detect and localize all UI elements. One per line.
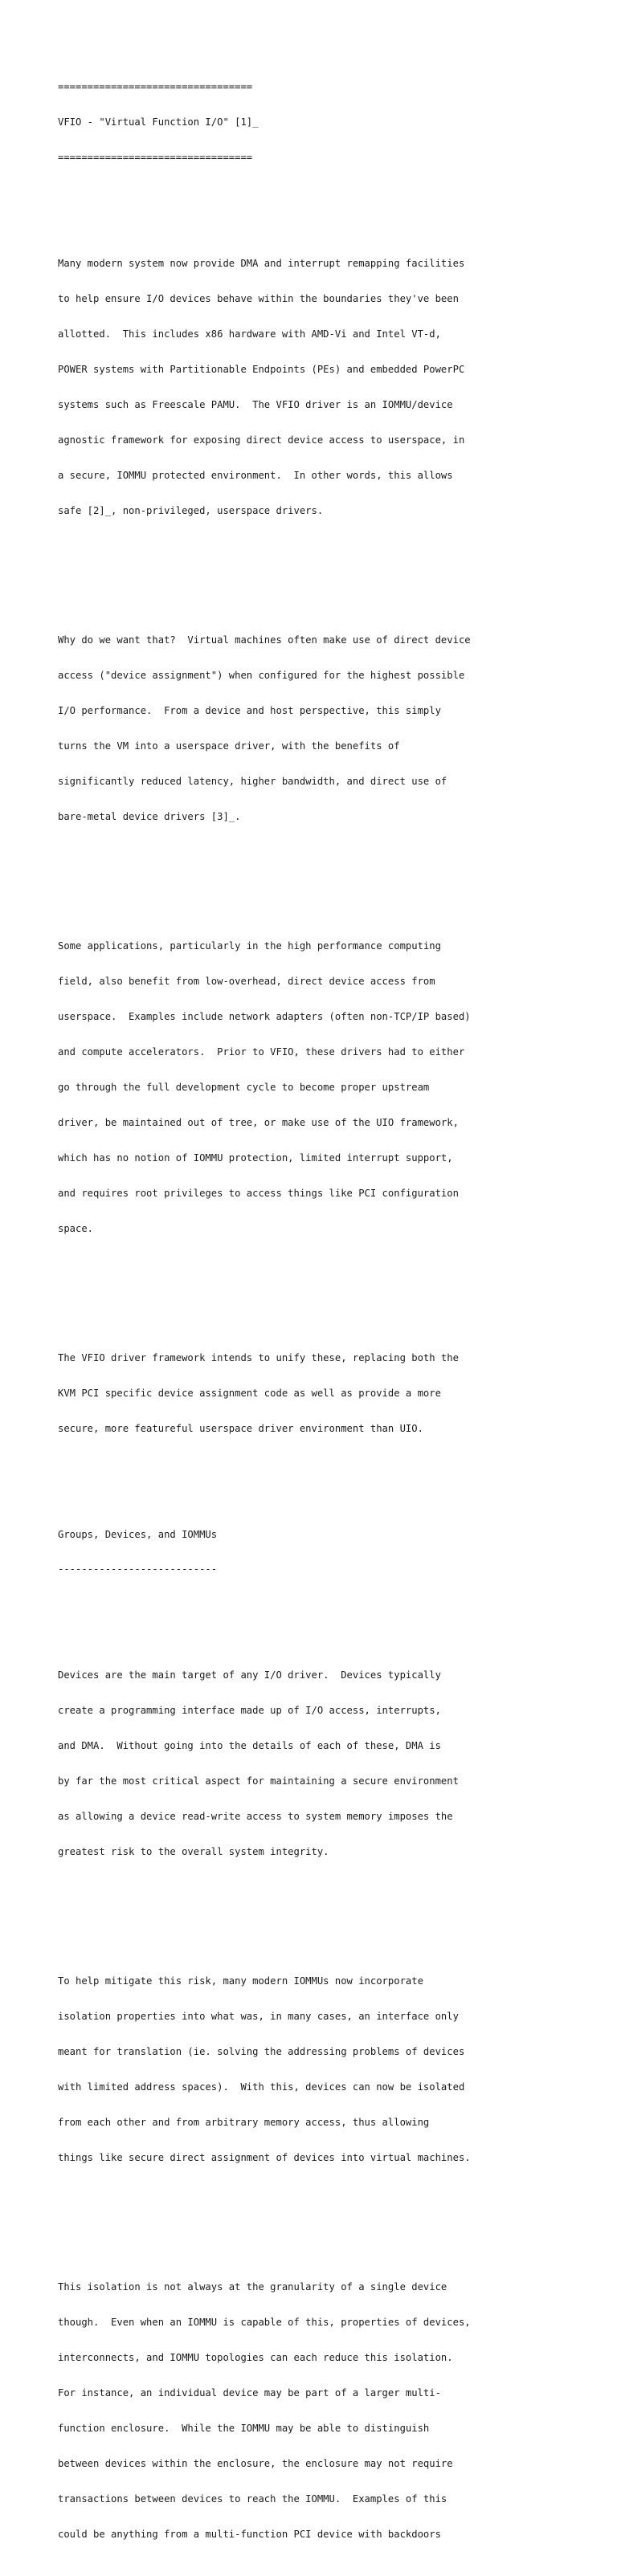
text-line: between devices within the enclosure, the enclosure may not require — [58, 2458, 453, 2469]
text-line: bare-metal device drivers [3]_. — [58, 810, 241, 822]
blank-line — [58, 1599, 612, 1611]
text-line: could be anything from a multi-function PCI device with backdoors — [58, 2528, 441, 2540]
blank-line — [58, 2211, 612, 2223]
text-line: secure, more featureful userspace driver environment than UIO. — [58, 1422, 423, 1434]
text-line: Many modern system now provide DMA and interrupt remapping facilities — [58, 258, 465, 270]
section-heading-underline: --------------------------- — [58, 1563, 218, 1575]
text-line: greatest risk to the overall system integrity. — [58, 1846, 329, 1858]
paragraph-isolation — [58, 2258, 612, 2564]
text-line: significantly reduced latency, higher bandwidth, and direct use of — [58, 775, 447, 787]
blank-line — [58, 1905, 612, 1917]
text-line: The VFIO driver framework intends to unify these, replacing both the — [58, 1351, 459, 1363]
text-line: To help mitigate this risk, many modern IOMMUs now incorporate — [58, 1975, 423, 1987]
text-line: agnostic framework for exposing direct device access to userspace, in — [58, 434, 465, 446]
text-line: a secure, IOMMU protected environment. In other words, this allows — [58, 469, 453, 481]
text-line: though. Even when an IOMMU is capable of this, properties of devices, — [58, 2317, 471, 2329]
text-line: field, also benefit from low-overhead, direct device access from — [58, 975, 435, 987]
paragraph-devices — [58, 1646, 612, 1881]
text-line: I/O performance. From a device and host perspective, this simply — [58, 704, 441, 716]
text-line: systems such as Freescale PAMU. The VFIO driver is an IOMMU/device — [58, 398, 453, 410]
text-line: function enclosure. While the IOMMU may be able to distinguish — [58, 2423, 430, 2435]
text-line: to help ensure I/O devices behave within the boundaries they've been — [58, 293, 459, 305]
text-line: transactions between devices to reach the IOMMU. Examples of this — [58, 2492, 447, 2505]
text-line: create a programming interface made up of I/O access, interrupts, — [58, 1705, 441, 1717]
text-line: with limited address spaces). With this, devices can now be isolated — [58, 2081, 465, 2093]
text-line: by far the most critical aspect for maintaining a secure environment — [58, 1775, 459, 1787]
text-line: and requires root privileges to access things like PCI configuration — [58, 1187, 459, 1199]
text-line: go through the full development cycle to become proper upstream — [58, 1081, 430, 1093]
text-line: from each other and from arbitrary memory access, thus allowing — [58, 2117, 430, 2129]
text-line: turns the VM into a userspace driver, with the benefits of — [58, 740, 400, 752]
text-line: allotted. This includes x86 hardware with AMD-Vi and Intel VT-d, — [58, 328, 441, 340]
text-line: which has no notion of IOMMU protection, limited interrupt support, — [58, 1151, 453, 1164]
text-line: access ("device assignment") when configured for the highest possible — [58, 669, 465, 681]
paragraph-applications — [58, 917, 612, 1258]
text-line: Why do we want that? Virtual machines often make use of direct device — [58, 634, 471, 646]
document-title: VFIO - "Virtual Function I/O" [1]_ — [58, 116, 259, 128]
blank-line — [58, 1482, 612, 1494]
text-line: and compute accelerators. Prior to VFIO, these drivers had to either — [58, 1045, 465, 1058]
text-line: userspace. Examples include network adapters (often non-TCP/IP based) — [58, 1010, 471, 1022]
paragraph-intro — [58, 234, 612, 540]
title-rule-bottom: ================================= — [58, 152, 253, 164]
blank-line — [58, 187, 612, 199]
paragraph-mitigation — [58, 1952, 612, 2187]
paragraph-framework — [58, 1328, 612, 1457]
blank-line — [58, 870, 612, 882]
text-line: This isolation is not always at the granularity of a single device — [58, 2281, 447, 2293]
text-line: Devices are the main target of any I/O driver. Devices typically — [58, 1669, 441, 1681]
text-line: safe [2]_, non-privileged, userspace drivers. — [58, 504, 324, 516]
text-line: meant for translation (ie. solving the addressing problems of devices — [58, 2046, 465, 2058]
text-line: space. — [58, 1222, 94, 1234]
title-rule-top: ================================= — [58, 81, 253, 93]
text-line: driver, be maintained out of tree, or make use of the UIO framework, — [58, 1116, 459, 1128]
document-body — [58, 58, 612, 2576]
text-line: and DMA. Without going into the details of each of these, DMA is — [58, 1740, 441, 1752]
text-line: Some applications, particularly in the high performance computing — [58, 940, 441, 952]
text-line: interconnects, and IOMMU topologies can each reduce this isolation. — [58, 2352, 453, 2364]
text-line: For instance, an individual device may be part of a larger multi- — [58, 2387, 441, 2399]
text-line: as allowing a device read-write access to system memory imposes the — [58, 1811, 453, 1823]
blank-line — [58, 1282, 612, 1294]
text-line: POWER systems with Partitionable Endpoints (PEs) and embedded PowerPC — [58, 363, 465, 375]
blank-line — [58, 564, 612, 576]
text-line: things like secure direct assignment of devices into virtual machines. — [58, 2152, 471, 2164]
section-heading: Groups, Devices, and IOMMUs — [58, 1528, 218, 1540]
text-line: KVM PCI specific device assignment code as well as provide a more — [58, 1387, 441, 1399]
text-line: isolation properties into what was, in many cases, an interface only — [58, 2011, 459, 2023]
paragraph-why — [58, 611, 612, 846]
